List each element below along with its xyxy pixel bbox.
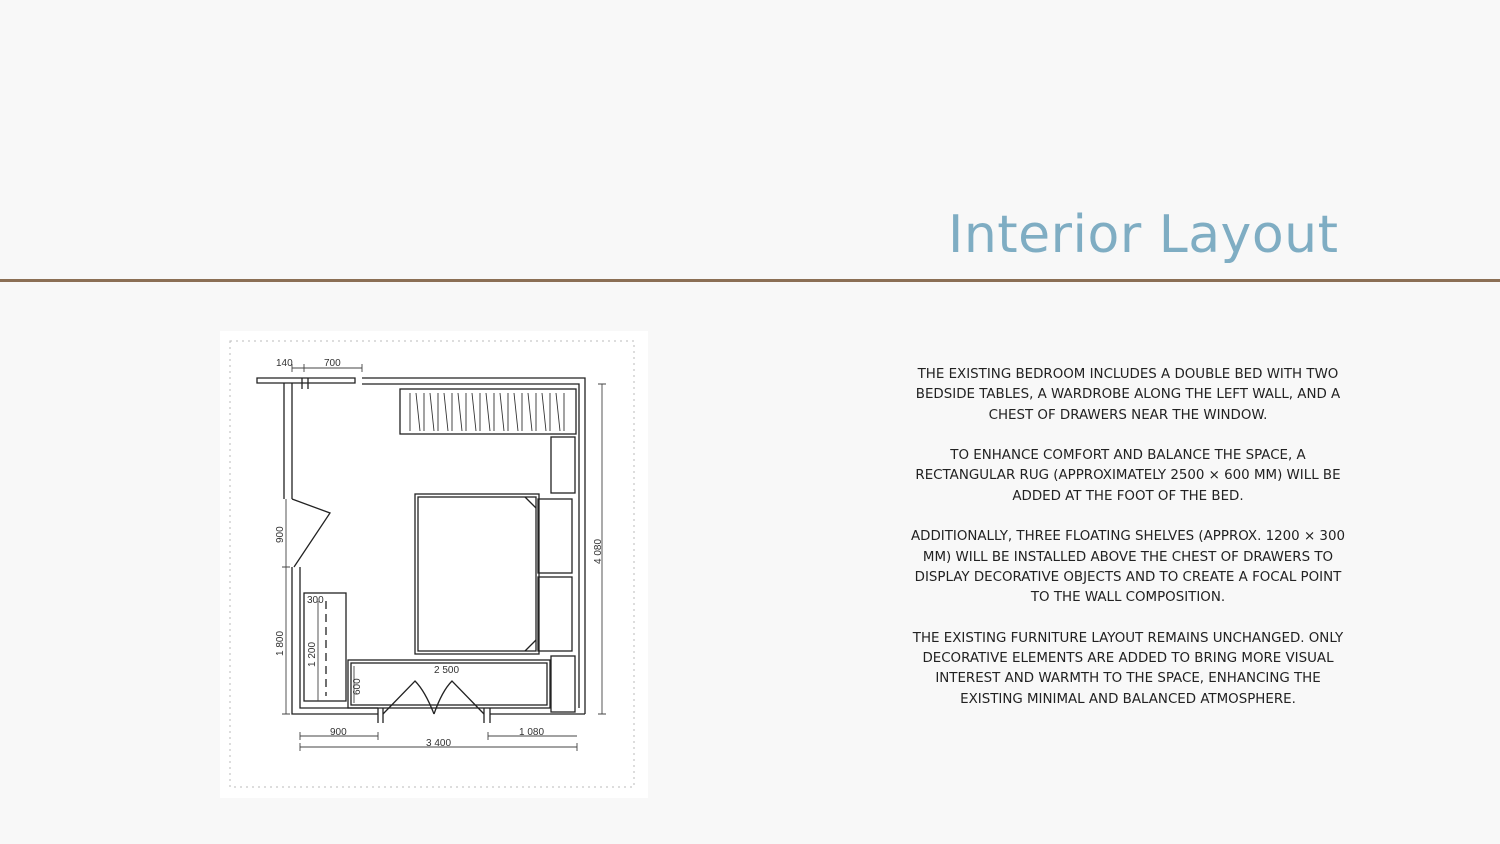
paragraph-existing-bedroom: THE EXISTING BEDROOM INCLUDES A DOUBLE BED WITH TWO BEDSIDE TABLES, A WARDROBE ALONG THE LEFT WALL, AND A CHEST OF DRAWERS NEAR THE WINDOW. <box>915 367 1341 423</box>
dim-top-door-opening: 700 <box>324 358 341 369</box>
paragraph-layout-unchanged: THE EXISTING FURNITURE LAYOUT REMAINS UNCHANGED. ONLY DECORATIVE ELEMENTS ARE ADDED TO BRING MORE VISUAL INTEREST AND WARMTH TO THE SPACE, ENHANCING THE EXISTING MINIMAL AND BALANCED ATMOSPHERE. <box>912 630 1344 707</box>
paragraph-rug: TO ENHANCE COMFORT AND BALANCE THE SPACE, A RECTANGULAR RUG (APPROXIMATELY 2500 × 600 MM) WILL BE ADDED AT THE FOOT OF THE BED. <box>915 448 1341 504</box>
floor-plan-drawing <box>220 331 648 798</box>
dim-rug-width: 600 <box>352 678 363 695</box>
dim-bottom-total: 3 400 <box>426 738 452 749</box>
dim-wardrobe-depth: 300 <box>307 595 324 606</box>
dim-bottom-right: 1 080 <box>519 727 545 738</box>
dim-left-lower: 1 800 <box>275 630 286 656</box>
dim-wardrobe-length: 1 200 <box>307 641 318 667</box>
paragraph-shelves: ADDITIONALLY, THREE FLOATING SHELVES (APPROX. 1200 × 300 MM) WILL BE INSTALLED ABOVE THE CHEST OF DRAWERS TO DISPLAY DECORATIVE OBJECTS AND TO CREATE A FOCAL POINT TO THE WALL COMPOSITION. <box>910 529 1345 606</box>
slide-title: Interior Layout <box>948 205 1339 265</box>
description-text <box>904 365 1352 730</box>
dim-top-left-wall: 140 <box>276 358 293 369</box>
dim-left-upper: 900 <box>275 526 286 543</box>
dim-right-total: 4 080 <box>593 538 604 564</box>
dim-bottom-left: 900 <box>330 727 347 738</box>
floor-plan-card <box>220 331 648 798</box>
dim-rug-length: 2 500 <box>434 665 460 676</box>
divider-line <box>0 279 1500 282</box>
